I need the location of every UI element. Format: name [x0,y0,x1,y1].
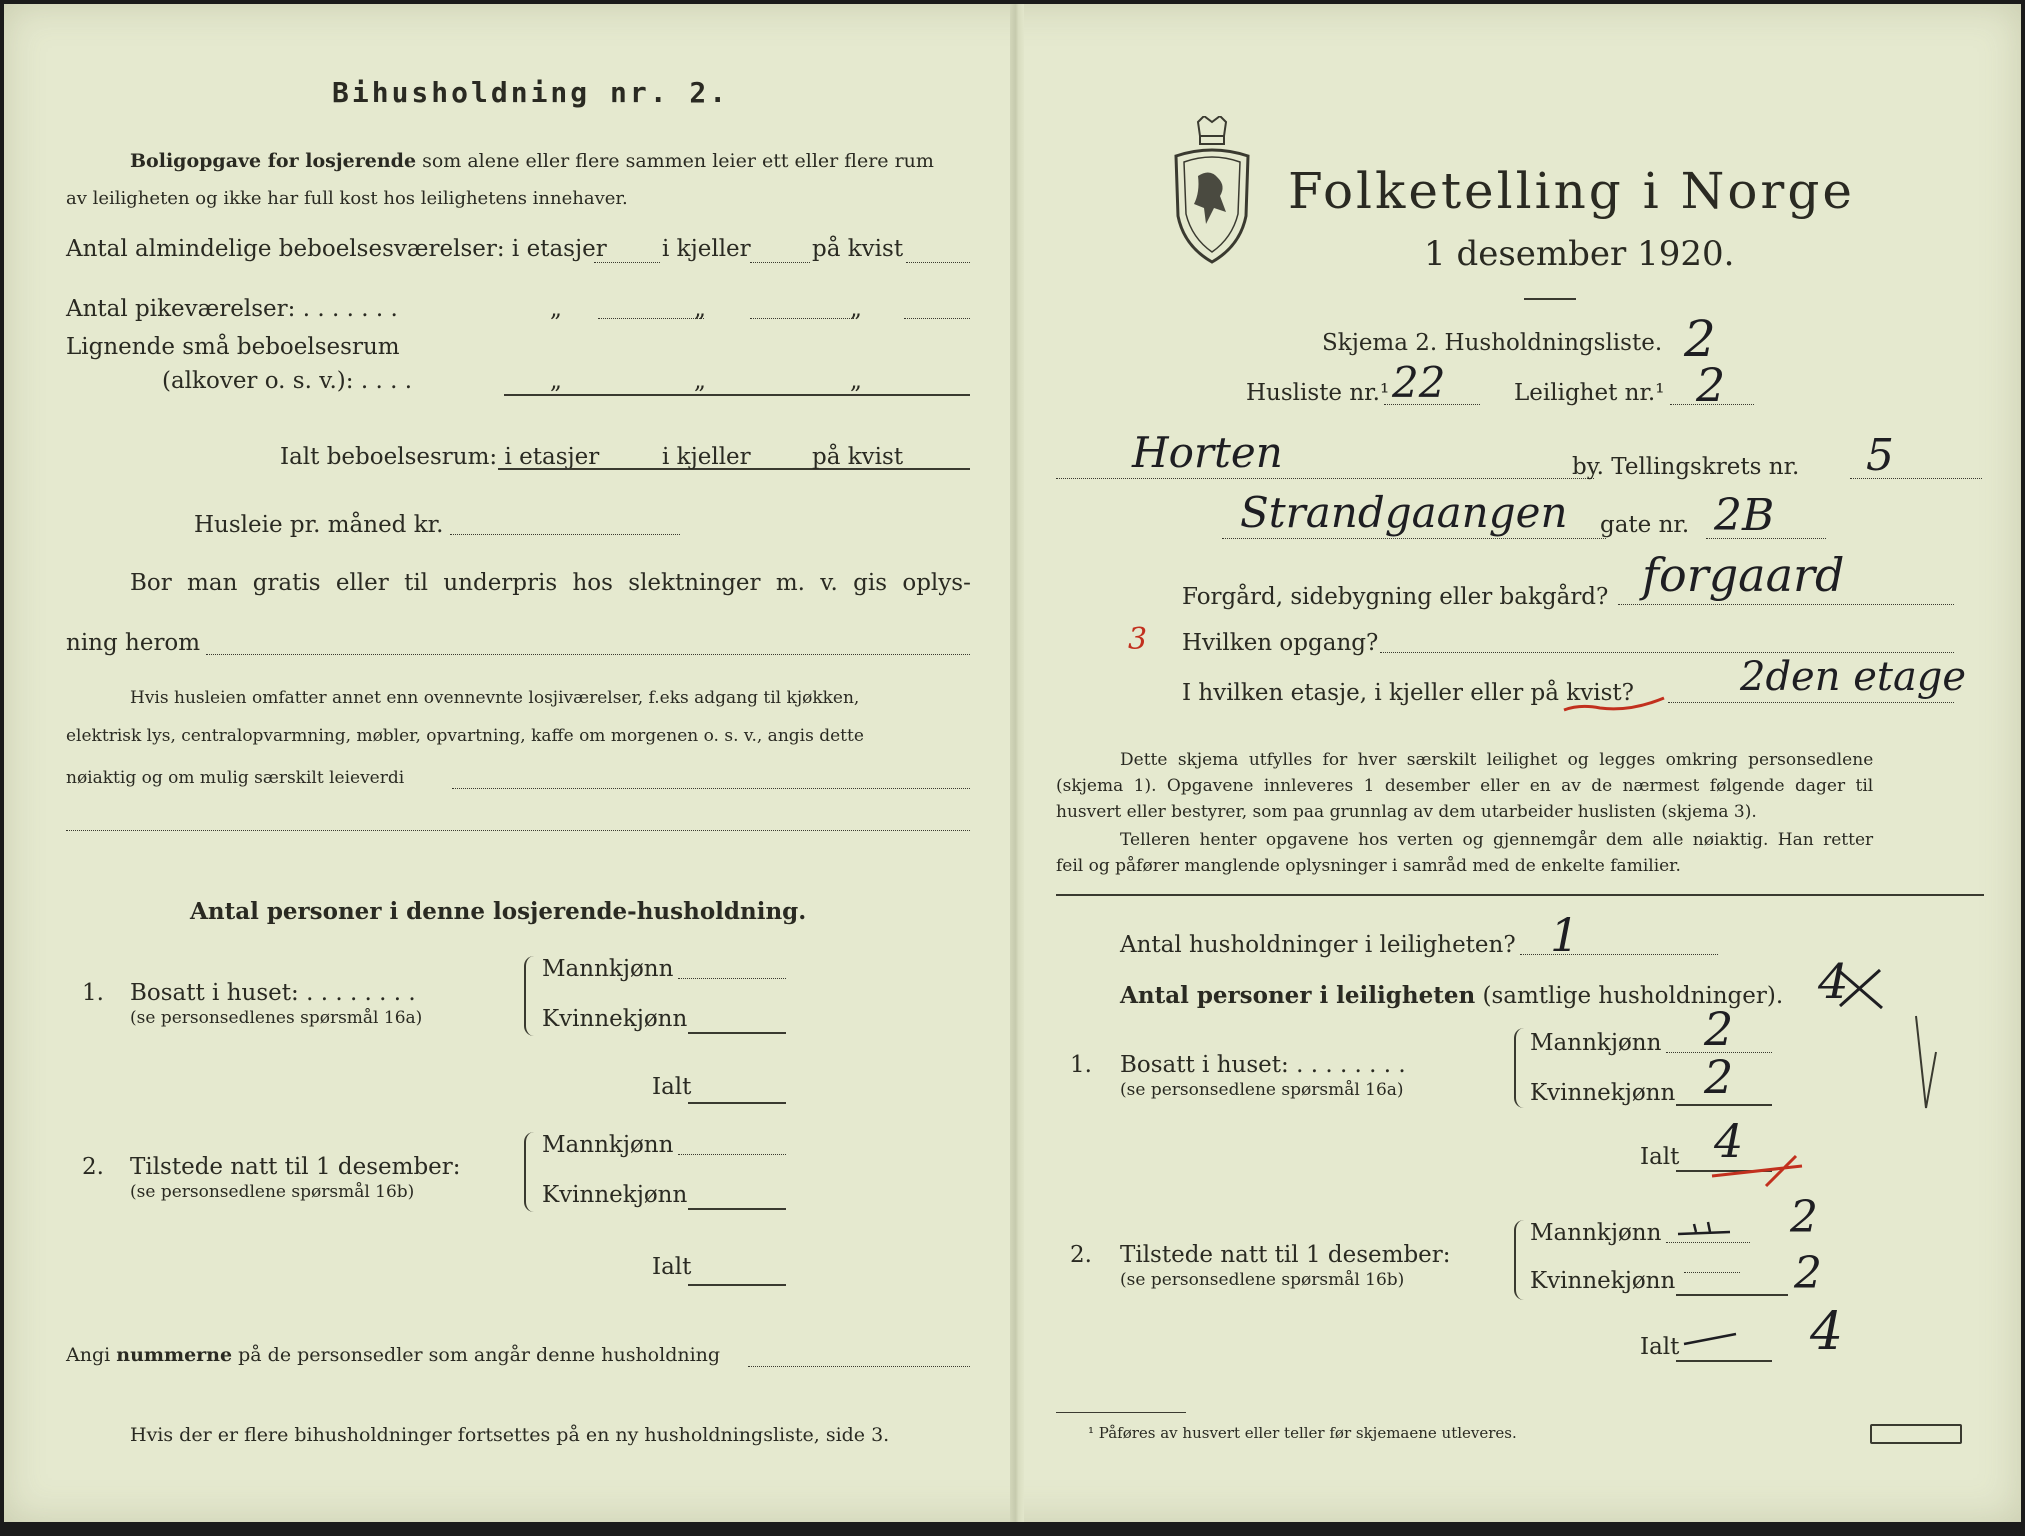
left-q1-male-label: Mannkjønn [542,956,674,982]
red-total-mark-icon [1708,1152,1808,1188]
right-q2-male-label: Mannkjønn [1530,1220,1662,1246]
cross-mark-icon [1830,964,1890,1014]
left-q2-male-label: Mannkjønn [542,1132,674,1158]
total-attic-label: på kvist [812,444,904,470]
right-q1-label: Bosatt i huset: . . . . . . . . [1120,1052,1406,1078]
right-q1-female-label: Kvinnekjønn [1530,1080,1676,1106]
yard-label: Forgård, sidebygning eller bakgård? [1182,584,1609,610]
instruction-2: (skjema 1). Opgavene innleveres 1 desember eller en av de nærmest følgende dager til [1056,776,1874,796]
note-line-2: elektrisk lys, centralopvarmning, møbler, opvartning, kaffe om morgenen o. s. v., angis dette [66,726,864,746]
small-rooms-label-2: (alkover o. s. v.): . . . . [162,368,413,394]
right-q2-total-label: Ialt [1640,1334,1680,1360]
right-q1-total-value: 4 [1714,1114,1744,1168]
footnote: ¹ Påføres av husvert eller teller før skjemaene utleveres. [1088,1424,1517,1442]
instruction-5: feil og påfører manglende oplysninger i samråd med de enkelte familier. [1056,856,1681,876]
printer-stamp [1870,1424,1962,1444]
entrance-label: Hvilken opgang? [1182,630,1379,656]
left-q2-total-label: Ialt [652,1254,692,1280]
instruction-3: husvert eller bestyrer, som paa grunnlag av dem utarbeider huslisten (skjema 3). [1056,802,1757,822]
right-q1-total-label: Ialt [1640,1144,1680,1170]
street-value: Strandgaangen [1240,488,1568,537]
yard-value: forgaard [1642,548,1845,602]
free-line-1: Bor man gratis eller til underpris hos slektninger m. v. gis oplys- [130,570,971,596]
total-rooms-label: Ialt beboelsesrum: i etasjer [280,444,600,470]
left-footer: Hvis der er flere bihusholdninger fortsettes på en ny husholdningsliste, side 3. [130,1424,890,1446]
leilighet-value: 2 [1696,358,1726,412]
coat-of-arms-icon [1170,116,1254,266]
right-q1-male-label: Mannkjønn [1530,1030,1662,1056]
left-q2-label: Tilstede natt til 1 desember: [130,1154,461,1180]
skjema-label: Skjema 2. Husholdningsliste. [1322,330,1663,356]
by-krets-label: by. Tellingskrets nr. [1572,454,1800,480]
floor-label: I hvilken etasje, i kjeller eller på kvist? [1182,680,1634,706]
right-q2-ref: (se personsedlene spørsmål 16b) [1120,1270,1405,1290]
left-page: Bihusholdning nr. 2. Boligopgave for losjerende som alene eller flere sammen leier ett eller flere rum av leiligheten og ikke har full kost hos leilighetens innehaver. Antal almindelige beboelsesværelser: i etasjer i kjeller på kvist Antal pikeværelser: . . . . . . . „ „ „ Lignende små beboelsesrum (alkover o. s. v.): . . . . „ „ „ Ialt beboelsesrum: i etasjer i kjeller på kvist Husleie pr. måned kr. Bor man gratis eller til underpris hos slektninger m. v. gis oplys- ning herom Hvis husleien omfatter annet enn ovennevnte losjiværelser, f.eks adgang til kjøkken, elektrisk lys, centralopvarmning, møbler, opvartning, kaffe om morgenen o. s. v., angis dette nøiaktig og om mulig særskilt leieverdi Antal personer i denne losjerende-husholdning. 1. Bosatt i huset: . . . . . . . . (se personsedlenes spørsmål 16a) Mannkjønn Kvinnekjønn Ialt 2. Tilstede natt til 1 desember: (se personsedlene spørsmål 16b) Mannkjønn Kvinnekjønn Ialt Angi nummerne på de personsedler som angår denne husholdning Hvis der er flere bihusholdninger fortsettes på en ny husholdningsliste, side 3. [66,76,971,1446]
left-q1-female-label: Kvinnekjønn [542,1006,688,1032]
krets-value: 5 [1866,430,1894,481]
skjema-value: 2 [1684,310,1716,368]
total-dash-mark-icon [1680,1326,1740,1350]
right-q2-male-value: 2 [1790,1192,1818,1243]
husliste-value: 22 [1392,358,1446,407]
note-line-3: nøiaktig og om mulig særskilt leieverdi [66,768,405,788]
gate-value: 2B [1714,490,1775,541]
intro-line-2: av leiligheten og ikke har full kost hos leilighetens innehaver. [66,188,628,209]
households-value: 1 [1550,908,1580,962]
page-fold [1010,4,1024,1522]
red-underline-icon [1560,690,1670,716]
rent-label: Husleie pr. måned kr. [194,512,444,538]
left-heading: Bihusholdning nr. 2. [332,76,730,109]
census-date: 1 desember 1920. [1424,234,1735,274]
right-page: Folketelling i Norge 1 desember 1920. Skjema 2. Husholdningsliste. 2 Husliste nr.¹ 22 Leilighet nr.¹ 2 Horten by. Tellingskrets nr. 5 Strandgaangen gate nr. 2B Forgård, sidebygning eller bakgård? forgaard 3 Hvilken opgang? I hvilken etasje, i kjeller eller på kvist? 2den etage Dette skjema utfylles for hver særskilt leilighet og legges omkring personsedlene (skjema 1). Opgavene innleveres 1 desember eller en av de nærmest følgende dager til husvert eller bestyrer, som paa grunnlag av dem utarbeider huslisten (skjema 3). Telleren henter opgavene hos verten og gjennemgår dem alle nøiaktig. Han retter feil og påfører manglende oplysninger i samråd med de enkelte familier. Antal husholdninger i leiligheten? 1 Antal personer i leiligheten (samtlige husholdninger). 4 1. Bosatt i huset: . . . . . . . . (se personsedlene spørsmål 16a) Mannkjønn 2 Kvinnekjønn 2 Ialt 4 2. Tilstede natt til 1 desember: (se personsedlene spørsmål 16b) Mannkjønn 2 Kvinnekjønn 2 Ialt 4 ¹ Påføres av husvert eller teller før skjemaene utleveres. [1024,4,2021,1522]
census-title: Folketelling i Norge [1288,162,1855,220]
free-line-2: ning herom [66,630,201,656]
left-q2-ref: (se personsedlene spørsmål 16b) [130,1182,415,1202]
left-q1-label: Bosatt i huset: . . . . . . . . [130,980,416,1006]
rooms-attic-label: på kvist [812,236,904,262]
entrance-mark: 3 [1128,622,1148,657]
check-tick-icon [1912,1012,1942,1112]
strike-mark-icon [1674,1216,1734,1240]
right-q2-label: Tilstede natt til 1 desember: [1120,1242,1451,1268]
instruction-1: Dette skjema utfylles for hver særskilt leilighet og legges omkring personsedlene [1120,750,1874,770]
right-q1-ref: (se personsedlene spørsmål 16a) [1120,1080,1404,1100]
persons-check-mark: 4 [1818,954,1849,1010]
note-line-1: Hvis husleien omfatter annet enn ovennevnte losjiværelser, f.eks adgang til kjøkken, [130,688,860,708]
left-q2-female-label: Kvinnekjønn [542,1182,688,1208]
total-cellar-label: i kjeller [662,444,751,470]
rooms-cellar-label: i kjeller [662,236,751,262]
persons-heading-right: Antal personer i leiligheten (samtlige husholdninger). [1120,982,1784,1009]
husliste-label: Husliste nr.¹ [1246,380,1390,406]
leilighet-label: Leilighet nr.¹ [1514,380,1665,406]
intro-line-1: Boligopgave for losjerende som alene eller flere sammen leier ett eller flere rum [130,150,934,172]
right-q2-total-value: 4 [1810,1302,1844,1362]
left-q1-total-label: Ialt [652,1074,692,1100]
maid-rooms-label: Antal pikeværelser: . . . . . . . [66,296,398,322]
small-rooms-label-1: Lignende små beboelsesrum [66,334,400,360]
left-q1-ref: (se personsedlenes spørsmål 16a) [130,1008,423,1028]
right-q1-male-value: 2 [1704,1002,1734,1056]
right-q2-female-label: Kvinnekjønn [1530,1268,1676,1294]
instruction-4: Telleren henter opgavene hos verten og gjennemgår dem alle nøiaktig. Han retter [1120,830,1874,850]
households-label: Antal husholdninger i leiligheten? [1120,932,1516,958]
gate-label: gate nr. [1600,512,1690,538]
persons-heading: Antal personer i denne losjerende-husholdning. [190,898,807,925]
floor-value: 2den etage [1740,654,1967,700]
city-value: Horten [1132,428,1283,477]
right-q1-female-value: 2 [1704,1050,1734,1104]
rooms-label: Antal almindelige beboelsesværelser: i etasjer [66,236,607,262]
numbers-label: Angi nummerne på de personsedler som angår denne husholdning [66,1344,721,1366]
right-q2-female-value: 2 [1794,1248,1822,1299]
